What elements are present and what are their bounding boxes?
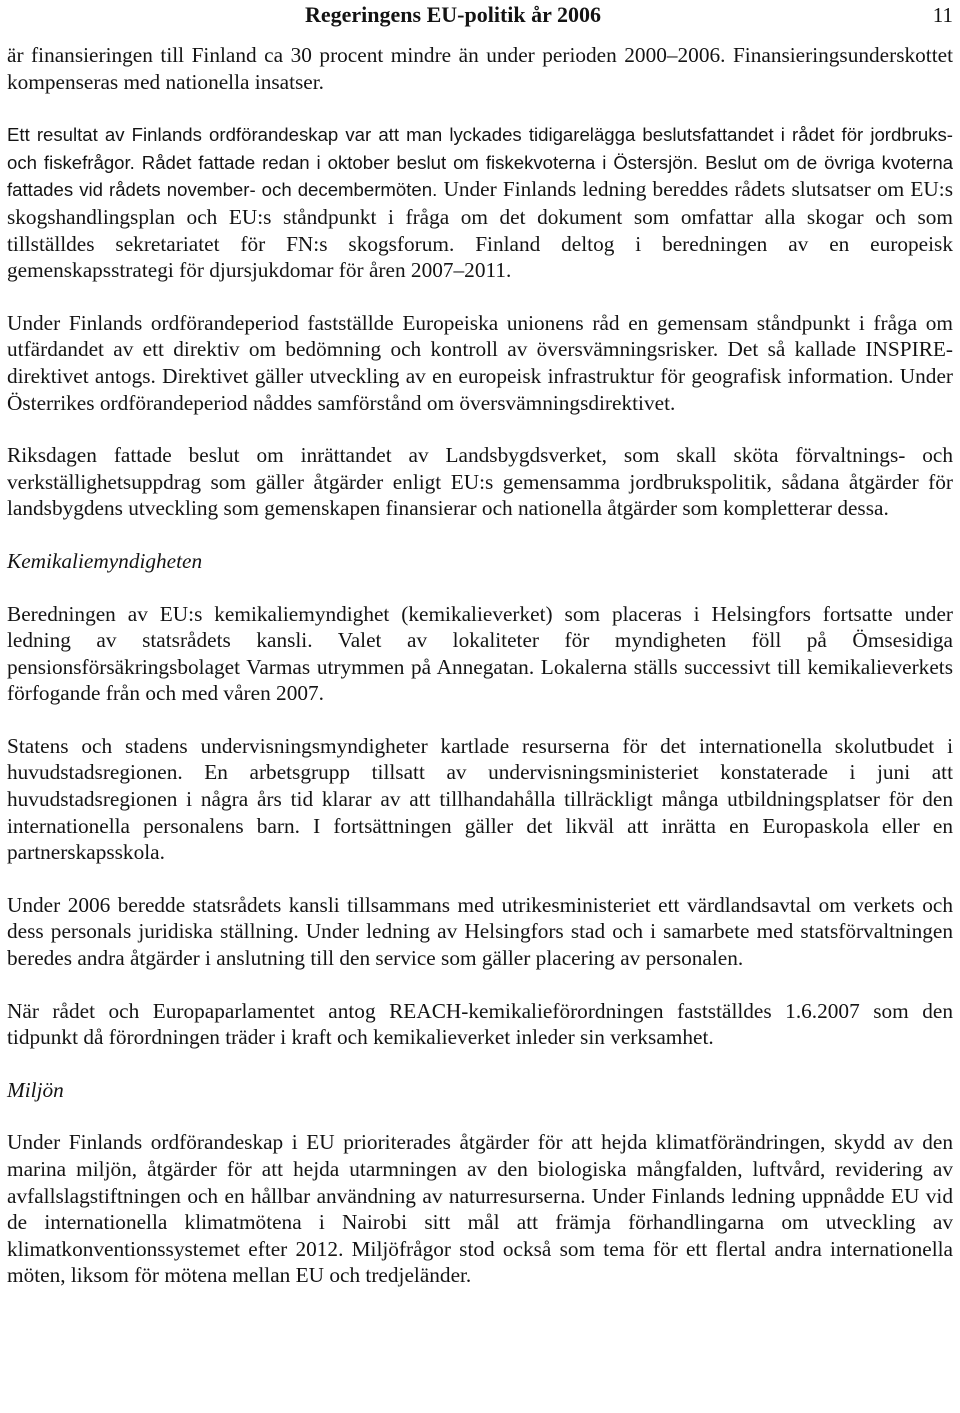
paragraph-other-quotas: Beslut om de övriga kvoterna fattades vid rådets november- och decembermöten. [7, 151, 953, 201]
paragraph-host-agreement: Under 2006 beredde statsrådets kansli tillsammans med utrikesministeriet ett värdlandsavtal om verkets och dess personals juridiska ställning. Under ledning av Helsingfors stad och i samarbete med statsförvaltningen beredes andra åtgärder i anslutning till den service som gäller placering av personalen. [7, 892, 953, 971]
paragraph-fish-quotas: Ett resultat av Finlands ordförandeskap var att man lyckades tidigarelägga beslutsfattandet i rådet för jordbruks- och fiskefrågor. Rådet fattade redan i oktober beslut om fiskekvoterna i Östersjön. [7, 124, 953, 173]
paragraph-forest-plan: Under Finlands ledning bereddes rådets slutsatser om EU:s skogshandlingsplan och EU:s ståndpunkt i fråga om det dokument som omfattar alla skogar och som tillställdes sekretariatet för FN:s skogsforum. [7, 177, 953, 256]
paragraph-chemicals-agency: Beredningen av EU:s kemikaliemyndighet (kemikalieverket) som placeras i Helsingfors fortsatte under ledning av statsrådets kansli. Valet av lokaliteter för myndigheten föll på Ömsesidiga pensionsförsäkringsbolaget Varmas utrymmen på Annegatan. Lokalerna ställs successivt till kemikalieverkets förfogande från och med våren 2007. [7, 601, 953, 706]
paragraph-animal-disease: Finland deltog i beredningen av en europeisk gemenskapsstrategi för djursjukdomar för åren 2007–2011. [7, 231, 953, 283]
paragraph-rural-agency: Riksdagen fattade beslut om inrättandet av Landsbygdsverket, som skall sköta förvaltnings- och verkställighetsuppdrag som gäller åtgärder enligt EU:s gemensamma jordbrukspolitik, sådana åtgärder för landsbygdens utveckling som gemenskapen finansierar och nationella åtgärder som kompletterar dessa. [7, 443, 953, 521]
section-heading-chemicals: Kemikaliemyndigheten [7, 548, 203, 573]
header-title: Regeringens EU-politik år 2006 [305, 2, 601, 27]
paragraph-environment: Under Finlands ordförandeskap i EU prioriterades åtgärder för att hejda klimatförändringen, skydd av den marina miljön, åtgärder för att hejda utarmningen av den biologiska mångfalden, luftvård, revidering av avfallslagstiftningen och en hållbar användning av naturresurserna. Under Finlands ledning uppnådde EU vid de internationella klimatmötena i Nairobi sitt mål att främja förhandlingarna om utveckling av klimatkonventionssystemet efter 2012. Miljöfrågor stod också som tema för ett flertal andra internationella möten, liksom för mötena mellan EU och tredjeländer. [7, 1130, 953, 1288]
section-heading-environment: Miljön [7, 1077, 64, 1102]
page-number: 11 [932, 3, 953, 27]
paragraph-presidency-results [7, 121, 953, 284]
document-page [7, 0, 953, 1289]
paragraph-reach: När rådet och Europaparlamentet antog REACH-kemikalieförordningen fastställdes 1.6.2007 som den tidpunkt då förordningen träder i kraft och kemikalieverket inleder sin verksamhet. [7, 998, 953, 1050]
paragraph-international-school: Statens och stadens undervisningsmyndigheter kartlade resurserna för det internationella skolutbudet i huvudstadsregionen. En arbetsgrupp tillsatt av undervisningsministeriet konstaterade i juni att huvudstadsregionen i några års tid klarar av att tillhandahålla tillräckligt många utbildningsplatser för den internationella personalens barn. I fortsättningen gäller det likväl att inrätta en Europaskola eller en partnerskapsskola. [7, 733, 953, 865]
running-header [7, 0, 953, 32]
paragraph-financing: är finansieringen till Finland ca 30 procent mindre än under perioden 2000–2006. Finansieringsunderskottet kompenseras med nationella insatser. [7, 43, 953, 94]
page-body [7, 42, 953, 1289]
paragraph-flood-directive: Under Finlands ordförandeperiod fastställde Europeiska unionens råd en gemensam ståndpunkt i fråga om utfärdandet av ett direktiv om bedömning och kontroll av översvämningsrisker. Det så kallade INSPIRE-direktivet antogs. Direktivet gäller utveckling av en europeisk infrastruktur för geografisk information. Under Österrikes ordförandeperiod nåddes samförstånd om översvämningsdirektivet. [7, 310, 953, 415]
